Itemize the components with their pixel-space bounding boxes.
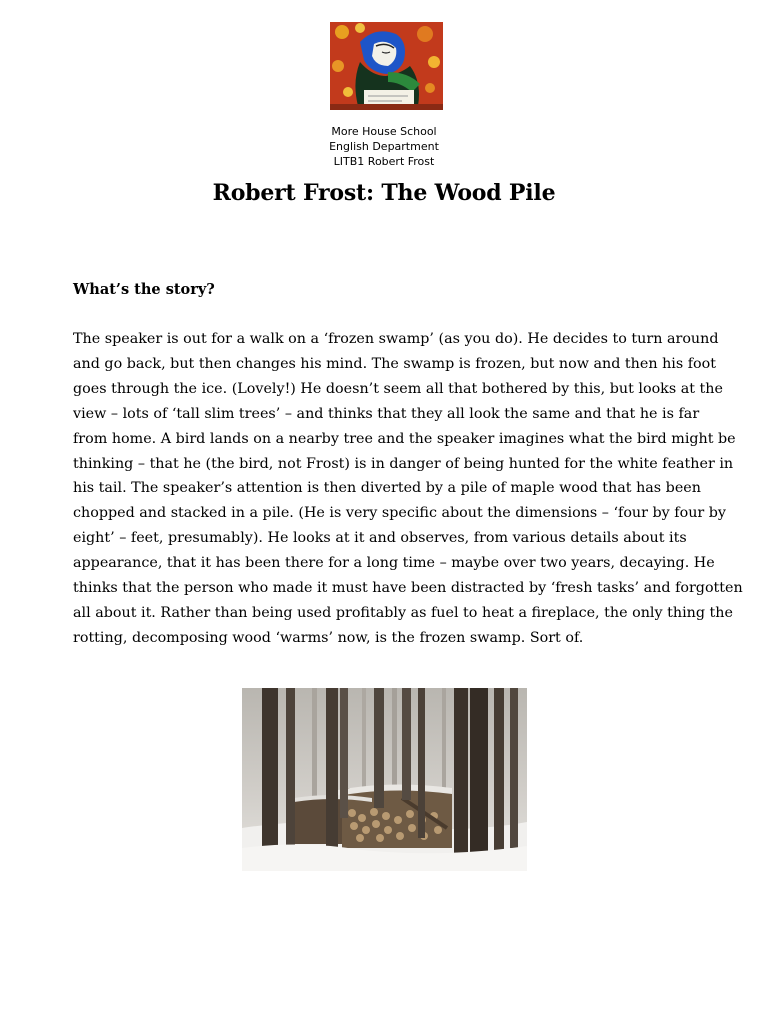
paragraph-line: appearance, that it has been there for a long time – maybe over two years, decaying. He [73,555,715,572]
paragraph-line: rotting, decomposing wood ‘warms’ now, is the frozen swamp. Sort of. [73,629,584,646]
paragraph-line: from home. A bird lands on a nearby tree and the speaker imagines what the bird might be [73,430,736,447]
wood-pile-photo [242,688,527,871]
school-logo-painting [330,22,443,110]
paragraph-line: The speaker is out for a walk on a ‘frozen swamp’ (as you do). He decides to turn around [73,331,719,347]
department-name: English Department [329,140,439,153]
paragraph-line: and go back, but then changes his mind. The swamp is frozen, but now and then his foot [73,355,716,372]
section-heading: What’s the story? [73,281,215,298]
paragraph-line: goes through the ice. (Lovely!) He doesn’t seem all that bothered by this, but looks at the [73,380,723,397]
course-code: LITB1 Robert Frost [333,155,435,168]
school-header [0,124,768,169]
paragraph-line: thinking – that he (the bird, not Frost) is in danger of being hunted for the white feather in [73,455,734,472]
paragraph-line: all about it. Rather than being used profitably as fuel to heat a fireplace, the only thing the [73,604,733,621]
paragraph-line: his tail. The speaker’s attention is then diverted by a pile of maple wood that has been [73,480,701,497]
paragraph-line: thinks that the person who made it must have been distracted by ‘fresh tasks’ and forgotten [73,580,743,597]
paragraph-line: eight’ – feet, presumably). He looks at it and observes, from various details about its [73,530,687,547]
school-name: More House School [331,125,437,138]
document-title: Robert Frost: The Wood Pile [212,180,556,206]
paragraph-line: chopped and stacked in a pile. (He is very specific about the dimensions – ‘four by four by [73,505,727,522]
paragraph-line: view – lots of ‘tall slim trees’ – and thinks that they all look the same and that he is far [73,405,700,422]
story-paragraph [73,327,743,651]
